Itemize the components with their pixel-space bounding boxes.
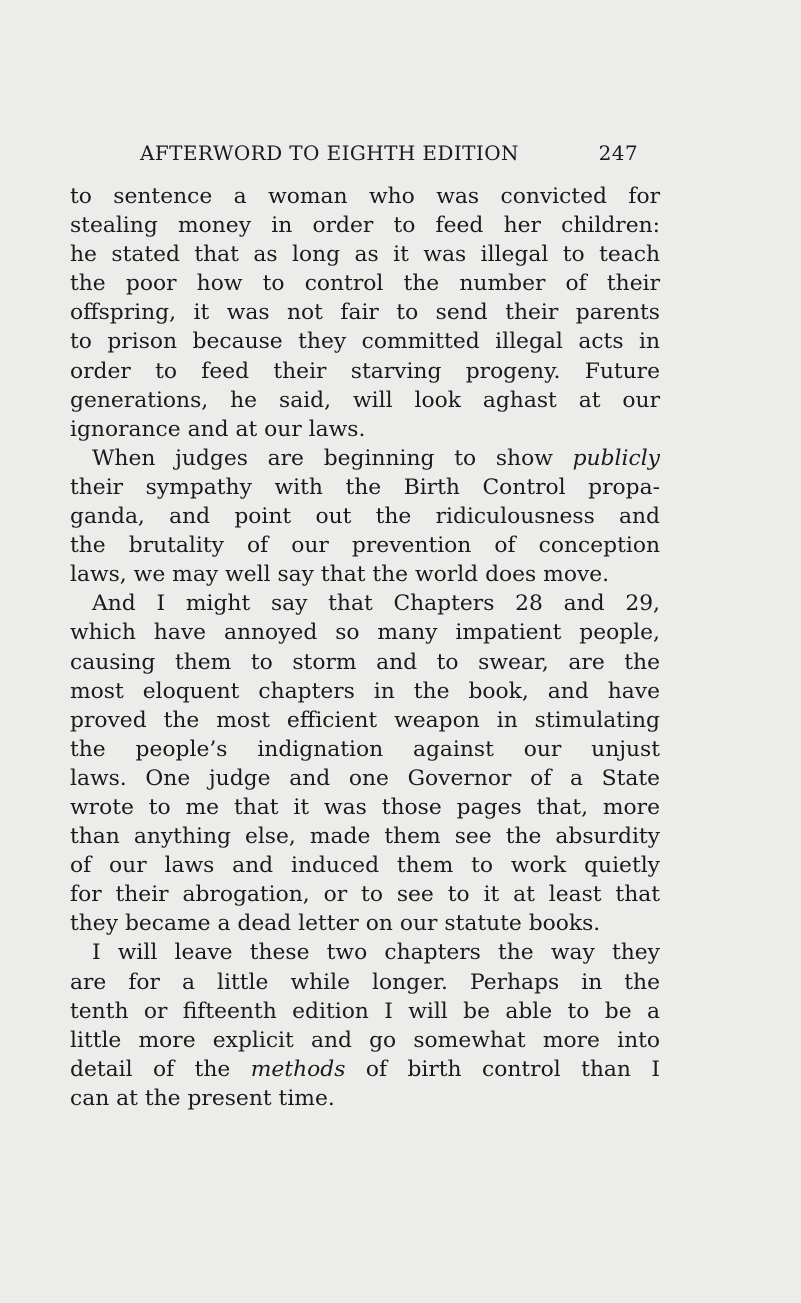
text-line: laws. One judge and one Governor of a State [70,765,660,791]
text-line [70,1055,660,1084]
running-head-title: AFTERWORD TO EIGHTH EDITION [140,141,519,165]
text-line: ignorance and at our laws. [70,416,366,442]
text-line: offspring, it was not fair to send their parents [70,300,660,326]
text-line: for their abrogation, or to see to it at least that [70,882,660,908]
text-line: wrote to me that it was those pages that, more [70,794,660,820]
text-line [70,444,660,473]
text-line: tenth or fifteenth edition I will be able to be a [70,998,660,1024]
text-line: I will leave these two chapters the way they [92,940,660,966]
body-text [70,182,660,1113]
text-line: of our laws and induced them to work quietly [70,853,660,879]
text-line: generations, he said, will look aghast at our [70,387,660,413]
text-line: proved the most efficient weapon in stimulating [70,707,660,733]
text-line: to sentence a woman who was convicted for [70,184,660,209]
running-head [118,141,638,171]
italic-emphasis: publicly [572,445,660,471]
text-line: And I might say that Chapters 28 and 29, [92,591,660,617]
text-run: of birth control than I [345,1056,660,1082]
text-line: can at the present time. [70,1085,335,1111]
text-line: causing them to storm and to swear, are the [70,649,660,675]
page-number: 247 [598,141,638,165]
text-line: the poor how to control the number of their [70,271,660,297]
text-line: their sympathy with the Birth Control propa- [70,474,660,500]
text-line: which have annoyed so many impatient people, [70,620,660,646]
text-line: most eloquent chapters in the book, and have [70,678,660,704]
text-run: When judges are beginning to show [92,445,573,471]
text-line: the brutality of our prevention of conception [70,533,660,559]
text-line: they became a dead letter on our statute books. [70,911,601,937]
text-line: to prison because they committed illegal acts in [70,329,660,355]
italic-emphasis: methods [250,1056,346,1082]
text-line: than anything else, made them see the absurdity [70,824,660,850]
text-line: are for a little while longer. Perhaps in the [70,969,660,995]
text-line: he stated that as long as it was illegal to teach [70,242,660,268]
text-line: little more explicit and go somewhat more into [70,1027,660,1053]
text-line: stealing money in order to feed her children: [70,213,660,239]
text-line: the people’s indignation against our unjust [70,736,660,762]
text-run: detail of the [70,1056,251,1082]
text-line: order to feed their starving progeny. Future [70,358,660,384]
text-line: laws, we may well say that the world does move. [70,562,610,588]
text-line: ganda, and point out the ridiculousness and [70,504,660,530]
